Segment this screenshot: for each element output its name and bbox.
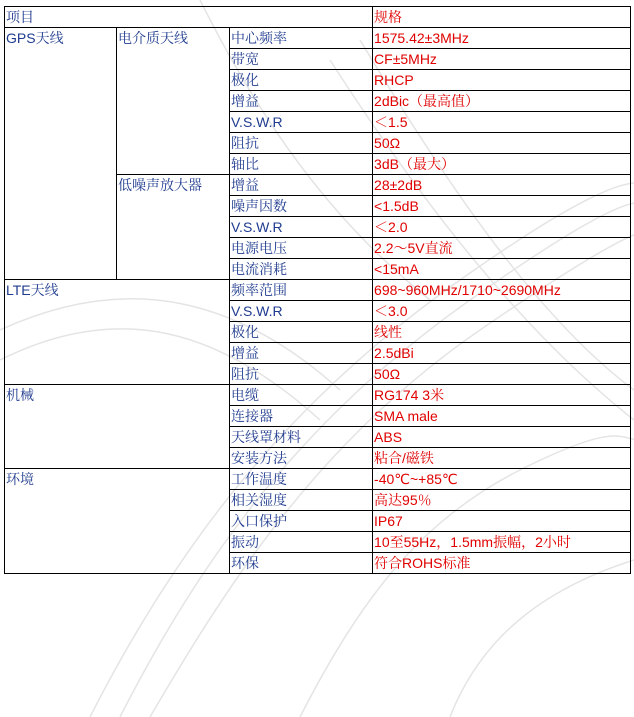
- header-spec-cell: 规格: [373, 7, 631, 28]
- value-cell: 50Ω: [373, 133, 631, 154]
- category-gps: GPS天线: [5, 28, 117, 280]
- param-cell: 工作温度: [230, 469, 373, 490]
- spec-table: [4, 6, 631, 574]
- header-row: [5, 7, 631, 28]
- param-cell: 阻抗: [230, 133, 373, 154]
- value-cell: ABS: [373, 427, 631, 448]
- param-cell: 振动: [230, 532, 373, 553]
- param-cell: 频率范围: [230, 280, 373, 301]
- category-mechanical: 机械: [5, 385, 230, 469]
- value-cell: 1575.42±3MHz: [373, 28, 631, 49]
- param-cell: 入口保护: [230, 511, 373, 532]
- param-cell: 轴比: [230, 154, 373, 175]
- value-cell: 粘合/磁铁: [373, 448, 631, 469]
- param-cell: 增益: [230, 343, 373, 364]
- subcategory-lna: 低噪声放大器: [117, 175, 230, 280]
- value-cell: 2.2～5V直流: [373, 238, 631, 259]
- category-lte: LTE天线: [5, 280, 230, 385]
- param-cell: 极化: [230, 322, 373, 343]
- value-cell: 高达95％: [373, 490, 631, 511]
- param-cell: 安装方法: [230, 448, 373, 469]
- param-cell: 中心频率: [230, 28, 373, 49]
- value-cell: IP67: [373, 511, 631, 532]
- value-cell: 2.5dBi: [373, 343, 631, 364]
- param-cell: 电源电压: [230, 238, 373, 259]
- value-cell: -40℃~+85℃: [373, 469, 631, 490]
- category-environment: 环境: [5, 469, 230, 574]
- param-cell: 增益: [230, 91, 373, 112]
- table-row: [5, 469, 631, 490]
- param-cell: V.S.W.R: [230, 112, 373, 133]
- value-cell: 3dB（最大）: [373, 154, 631, 175]
- value-cell: 符合ROHS标准: [373, 553, 631, 574]
- value-cell: 2dBic（最高值）: [373, 91, 631, 112]
- value-cell: <15mA: [373, 259, 631, 280]
- value-cell: 50Ω: [373, 364, 631, 385]
- param-cell: 带宽: [230, 49, 373, 70]
- param-cell: 天线罩材料: [230, 427, 373, 448]
- table-row: [5, 385, 631, 406]
- value-cell: ＜1.5: [373, 112, 631, 133]
- value-cell: 28±2dB: [373, 175, 631, 196]
- value-cell: RG174 3米: [373, 385, 631, 406]
- value-cell: 线性: [373, 322, 631, 343]
- value-cell: 698~960MHz/1710~2690MHz: [373, 280, 631, 301]
- param-cell: 电缆: [230, 385, 373, 406]
- param-cell: 环保: [230, 553, 373, 574]
- param-cell: 电流消耗: [230, 259, 373, 280]
- table-row: [5, 28, 631, 49]
- value-cell: CF±5MHz: [373, 49, 631, 70]
- value-cell: <1.5dB: [373, 196, 631, 217]
- value-cell: RHCP: [373, 70, 631, 91]
- value-cell: ＜3.0: [373, 301, 631, 322]
- value-cell: 10至55Hz，1.5mm振幅，2小时: [373, 532, 631, 553]
- subcategory-dielectric: 电介质天线: [117, 28, 230, 175]
- param-cell: 噪声因数: [230, 196, 373, 217]
- param-cell: 极化: [230, 70, 373, 91]
- value-cell: ＜2.0: [373, 217, 631, 238]
- param-cell: V.S.W.R: [230, 217, 373, 238]
- param-cell: V.S.W.R: [230, 301, 373, 322]
- param-cell: 连接器: [230, 406, 373, 427]
- param-cell: 阻抗: [230, 364, 373, 385]
- table-row: [5, 280, 631, 301]
- param-cell: 相关湿度: [230, 490, 373, 511]
- param-cell: 增益: [230, 175, 373, 196]
- value-cell: SMA male: [373, 406, 631, 427]
- header-item-cell: 项目: [5, 7, 373, 28]
